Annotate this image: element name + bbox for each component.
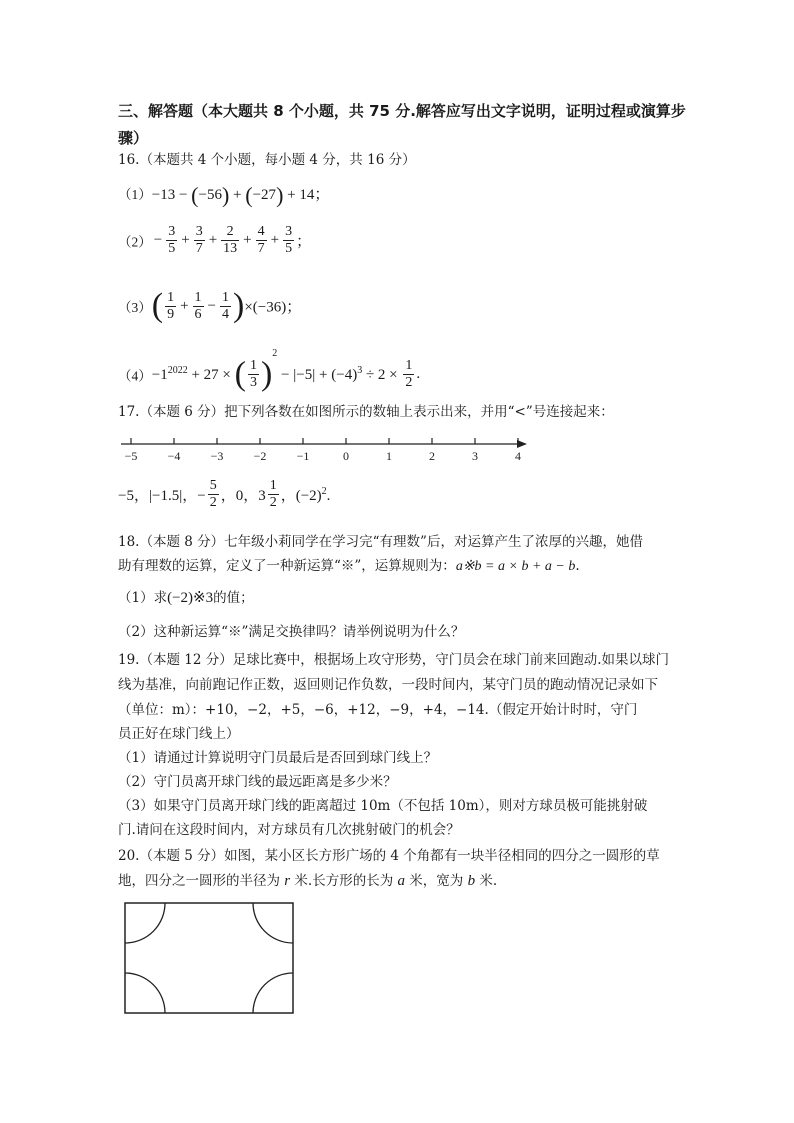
q17-numbers: −5，|−1.5|，− $\frac{5}{2}$ ，0，3 $\frac{1}{2}$ ，$(-2)^2$. xyxy=(118,478,331,510)
q16-p3-label: （3） xyxy=(118,300,152,315)
fraction xyxy=(221,224,239,257)
fraction xyxy=(283,224,294,257)
fraction-denominator: 13 xyxy=(223,241,238,256)
axis-tick-label: −1 xyxy=(296,449,310,463)
q16-p3-tail: ×(−36)； xyxy=(244,299,302,316)
fraction-denominator: 7 xyxy=(257,241,265,256)
operator: + xyxy=(270,232,280,248)
fraction xyxy=(194,224,205,257)
fraction-numerator: 2 xyxy=(221,224,239,241)
quarter-circle-top-left xyxy=(125,903,165,943)
q18-end: . xyxy=(575,558,580,574)
fraction-denominator: 5 xyxy=(168,241,176,256)
q17-sep: ，− xyxy=(182,488,206,504)
q16-p4-exponent: 2022 xyxy=(167,365,188,377)
q17-end: . xyxy=(326,488,331,504)
q18-sub1-text: （1）求 xyxy=(118,590,168,606)
q17-square: 2 xyxy=(321,486,327,497)
q20-var-a: a xyxy=(397,873,406,889)
quarter-circle-top-right xyxy=(253,903,293,943)
fraction-numerator: 4 xyxy=(257,224,265,239)
fraction-numerator: 1 xyxy=(222,289,230,305)
operator: + xyxy=(180,297,189,314)
q18-line2 xyxy=(118,556,580,577)
q17-num: ，0，3 xyxy=(220,488,266,504)
q19-sub2: （2）守门员离开球门线的最远距离是多少米？ xyxy=(118,774,397,790)
fraction xyxy=(165,290,176,323)
q16-part3: （3）( $\frac{1}{9}$ + $\frac{1}{6}$ − $\frac{1}{4}$ )×(−36)； xyxy=(118,287,302,324)
q18-sub1-text: 的值； xyxy=(213,590,254,606)
fraction-denominator: 5 xyxy=(285,241,293,256)
axis-tick-label: 3 xyxy=(472,449,478,463)
operator: + xyxy=(243,232,252,248)
operator: + xyxy=(208,232,218,248)
q17-num: −1.5 xyxy=(151,488,180,504)
number-line xyxy=(115,432,535,468)
axis-tick-label: −2 xyxy=(253,449,267,463)
fraction xyxy=(220,290,231,323)
q16-p4-op: + xyxy=(315,367,332,384)
q16-p3-expression xyxy=(163,289,233,322)
q18-line1: 18.（本题 8 分）七年级小莉同学在学习完“有理数”后，对运算产生了浓厚的兴趣，她借 xyxy=(118,534,643,550)
q16-part2 xyxy=(118,224,311,257)
q16-p2-expression xyxy=(152,224,296,256)
q16-p1-term: −27 xyxy=(252,187,277,203)
fraction-numerator: 3 xyxy=(195,224,203,239)
axis-tick-label: 2 xyxy=(429,449,435,463)
q16-p4-frac: $\frac{1}{2}$ xyxy=(405,358,413,391)
q17-text: 17.（本题 6 分）把下列各数在如图所示的数轴上表示出来，并用“<”号连接起来： xyxy=(118,404,614,420)
q16-p4-end: . xyxy=(416,366,421,383)
q20-text: 地，四分之一圆形的半径为 xyxy=(118,873,285,889)
q19-sub3a: （3）如果守门员离开球门线的距离超过 10m（不包括 10m），则对方球员极可能挑射破 xyxy=(118,798,648,814)
q16-p4-term: −4 xyxy=(336,367,353,384)
q16-p4-term: −1 xyxy=(151,367,168,384)
q16-p1-op: + xyxy=(229,187,246,203)
axis-tick-label: 1 xyxy=(386,449,392,463)
fraction-numerator: 1 xyxy=(167,289,175,305)
q18-text: 助有理数的运算，定义了一种新运算“※”，运算规则为： xyxy=(118,558,456,574)
rectangle-figure xyxy=(120,898,300,1020)
q19-sub3b: 门.请问在这段时间内，对方球员有几次挑射破门的机会？ xyxy=(118,822,460,838)
q16-p4-op: ÷ 2 × xyxy=(362,367,402,384)
fraction-numerator: 3 xyxy=(168,224,176,239)
axis-tick-label: −5 xyxy=(124,449,138,463)
q16-p4-frac: $\frac{1}{3}$ xyxy=(249,358,257,391)
q20-var-b: b xyxy=(467,873,476,889)
q16-p4-square: 2 xyxy=(272,348,278,359)
q19-line2: 线为基准，向前跑记作正数，返回则记作负数，一段时间内，某守门员的跑动情况记录如下 xyxy=(118,677,658,693)
q16-header: 16.（本题共 4 个小题，每小题 4 分，共 16 分） xyxy=(118,152,416,168)
q18-rule: a※b = a × b + a − b xyxy=(455,559,576,574)
fraction xyxy=(256,224,267,257)
q16-part4: $(4)-1^{2022} + 27$ × ( $\frac{1}{3}$ )$^2 - |-5| + (-4)^3 \div 2$ × $\frac{1}{2}$ . xyxy=(118,348,421,393)
q18-sub2: （2）这种新运算“※”满足交换律吗？请举例说明为什么？ xyxy=(118,624,465,640)
q20-line2 xyxy=(118,871,497,891)
number-line-ticks xyxy=(125,438,521,463)
fraction xyxy=(193,290,204,323)
q17-frac: $\frac{1}{2}$ xyxy=(269,478,277,510)
q16-p4-cube: 3 xyxy=(357,365,363,377)
q20-var-r: r xyxy=(284,873,291,889)
operator: − xyxy=(153,232,163,248)
q16-p2-label: （2） xyxy=(118,234,152,250)
q19-line1: 19.（本题 12 分）足球比赛中，根据场上攻守形势，守门员会在球门前来回跑动.如果以球门 xyxy=(118,652,670,668)
q20-text: 米，宽为 xyxy=(405,873,468,889)
axis-tick-label: 4 xyxy=(515,449,521,463)
q18-sub1-expr: (−2)※3 xyxy=(167,590,214,606)
fraction-numerator: 3 xyxy=(285,224,293,239)
fraction-denominator: 4 xyxy=(222,306,230,322)
operator: + xyxy=(181,232,190,248)
q19-line4: 员正好在球门线上） xyxy=(118,726,240,742)
q20-text: 米. xyxy=(475,873,498,889)
q16-part1: （1）−13 − (−56) + (−27) + 14； xyxy=(118,182,330,208)
section-title: 三、解答题（本大题共 8 个小题，共 75 分.解答应写出文字说明，证明过程或演算步骤） xyxy=(118,102,686,147)
q16-p1-term: + 14； xyxy=(283,187,330,203)
q16-p1-label: （1） xyxy=(118,187,152,202)
q16-p1-term: −13 − xyxy=(151,187,192,203)
axis-tick-label: −3 xyxy=(210,449,224,463)
q20-text: 米.长方形的长为 xyxy=(290,873,398,889)
quarter-circle-bottom-right xyxy=(253,973,293,1013)
operator: − xyxy=(207,297,217,314)
fraction-numerator: 1 xyxy=(194,289,202,305)
fraction-denominator: 7 xyxy=(195,241,203,256)
axis-tick-label: −4 xyxy=(167,449,181,463)
fraction-denominator: 6 xyxy=(194,306,202,322)
q17-num: ，(−2) xyxy=(280,488,322,504)
q16-p4-label: （4） xyxy=(118,368,152,384)
q16-p4-op: + 27 × xyxy=(187,367,235,384)
q19-sub1: （1）请通过计算说明守门员最后是否回到球门线上？ xyxy=(118,750,438,766)
q17-frac: $\frac{5}{2}$ xyxy=(209,478,217,510)
axis-tick-label: 0 xyxy=(343,449,349,463)
q16-p1-term: −56 xyxy=(198,187,222,203)
q17-num: −5， xyxy=(118,488,149,504)
quarter-circle-bottom-left xyxy=(125,973,165,1013)
q20-line1: 20.（本题 5 分）如图，某小区长方形广场的 4 个角都有一块半径相同的四分之一圆形的草 xyxy=(118,848,660,864)
fraction xyxy=(166,224,177,257)
q18-sub1 xyxy=(118,588,254,608)
q16-p4-abs: −5 xyxy=(296,367,313,384)
q19-line3: （单位：m）：+10，−2，+5，−6，+12，−9，+4，−14.（假定开始计时时，守门 xyxy=(118,702,638,718)
q16-p4-op: − xyxy=(277,367,294,384)
fraction-denominator: 9 xyxy=(167,306,175,322)
q16-p2-end: ； xyxy=(296,234,312,250)
plaza-rectangle xyxy=(125,903,293,1013)
